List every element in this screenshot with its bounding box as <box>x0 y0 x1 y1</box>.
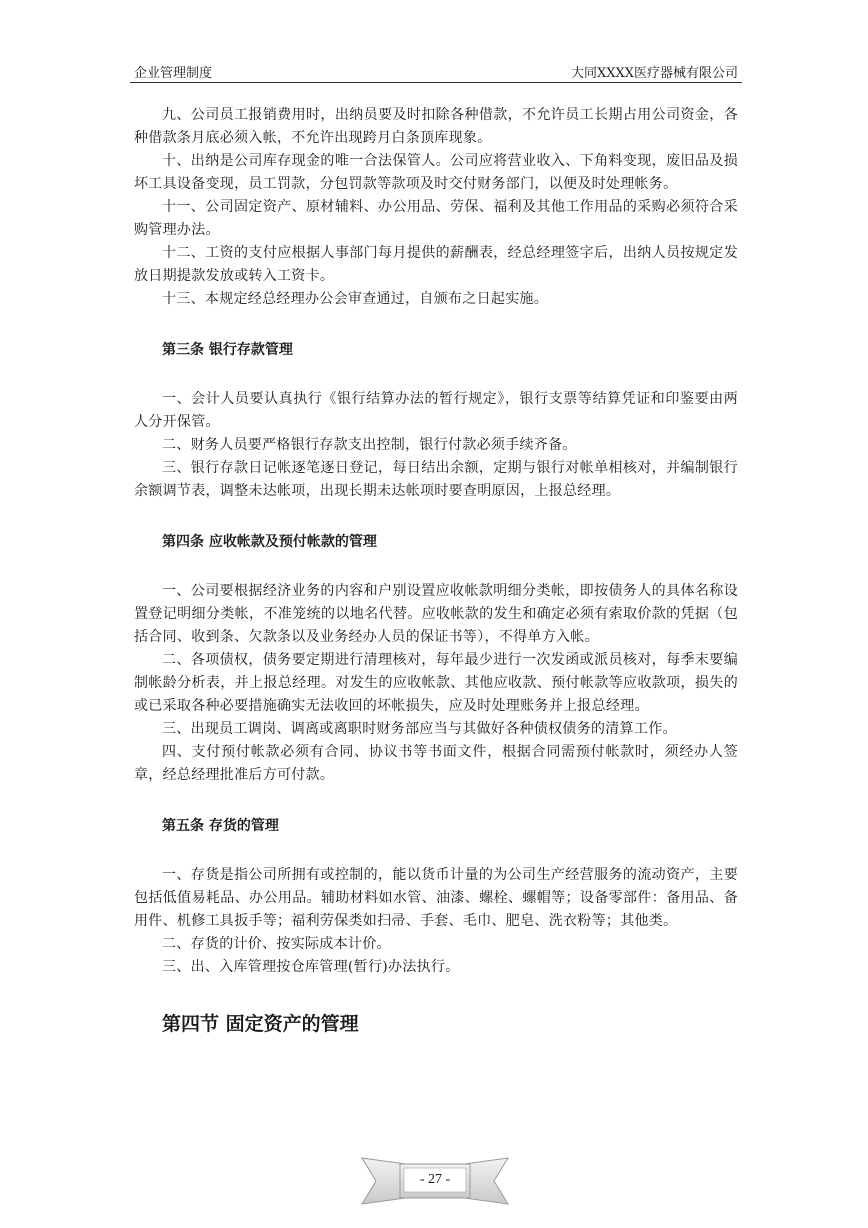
page-footer <box>360 1150 510 1210</box>
paragraph: 三、银行存款日记帐逐笔逐日登记，每日结出余额，定期与银行对帐单相核对，并编制银行余额调节表，调整未达帐项，出现长期未达帐项时要查明原因，上报总经理。 <box>134 460 738 499</box>
paragraph: 十二、工资的支付应根据人事部门每月提供的薪酬表，经总经理签字后，出纳人员按规定发放日期提款发放或转入工资卡。 <box>134 245 738 284</box>
paragraph: 二、财务人员要严格银行存款支出控制，银行付款必须手续齐备。 <box>162 437 577 453</box>
paragraph: 三、出现员工调岗、调离或离职时财务部应当与其做好各种债权债务的清算工作。 <box>162 721 677 737</box>
paragraph: 一、会计人员要认真执行《银行结算办法的暂行规定》，银行支票等结算凭证和印鉴要由两人分开保管。 <box>134 391 738 430</box>
article-heading-bank-deposit: 第三条 银行存款管理 <box>162 342 293 358</box>
paragraph: 九、公司员工报销费用时，出纳员要及时扣除各种借款，不允许员工长期占用公司资金，各种借款条月底必须入帐，不允许出现跨月白条顶库现象。 <box>134 107 738 146</box>
paragraph: 三、出、入库管理按仓库管理(暂行)办法执行。 <box>162 959 460 975</box>
article-heading-inventory: 第五条 存货的管理 <box>162 818 279 834</box>
paragraph: 十、出纳是公司库存现金的唯一合法保管人。公司应将营业收入、下角料变现，废旧品及损坏工具设备变现，员工罚款，分包罚款等款项及时交付财务部门，以便及时处理帐务。 <box>134 153 738 192</box>
paragraph: 四、支付预付帐款必须有合同、协议书等书面文件，根据合同需预付帐款时，须经办人签章，经总经理批准后方可付款。 <box>134 744 738 783</box>
paragraph: 十一、公司固定资产、原材辅料、办公用品、劳保、福利及其他工作用品的采购必须符合采购管理办法。 <box>134 199 738 238</box>
paragraph: 二、存货的计价、按实际成本计价。 <box>162 936 391 952</box>
page-number: - 27 - <box>419 1172 451 1187</box>
header-divider <box>130 82 742 83</box>
header-doc-title: 企业管理制度 <box>134 66 213 81</box>
paragraph: 十三、本规定经总经理办公会审查通过，自颁布之日起实施。 <box>162 291 549 307</box>
document-body <box>134 104 738 1039</box>
header-company-name: 大同XXXX医疗器械有限公司 <box>570 66 738 81</box>
paragraph: 一、存货是指公司所拥有或控制的，能以货币计量的为公司生产经营服务的流动资产，主要包括低值易耗品、办公用品。辅助材料如水管、油漆、螺栓、螺帽等；设备零部件：备用品、备用件、机修工具扳手等；福利劳保类如扫帚、手套、毛巾、肥皂、洗衣粉等；其他类。 <box>134 867 738 929</box>
paragraph: 二、各项债权，债务要定期进行清理核对，每年最少进行一次发函或派员核对，每季末要编制帐龄分析表，并上报总经理。对发生的应收帐款、其他应收款、预付帐款等应收款项，损失的或已采取各种必要措施确实无法收回的坏帐损失，应及时处理账务并上报总经理。 <box>134 652 738 714</box>
page-header <box>134 62 738 82</box>
article-heading-receivables: 第四条 应收帐款及预付帐款的管理 <box>162 534 377 550</box>
section-heading-fixed-assets: 第四节 固定资产的管理 <box>162 1013 359 1035</box>
paragraph: 一、公司要根据经济业务的内容和户别设置应收帐款明细分类帐，即按债务人的具体名称设置登记明细分类帐，不准笼统的以地名代替。应收帐款的发生和确定必须有索取价款的凭据（包括合同、收到条、欠款条以及业务经办人员的保证书等），不得单方入帐。 <box>134 583 738 645</box>
